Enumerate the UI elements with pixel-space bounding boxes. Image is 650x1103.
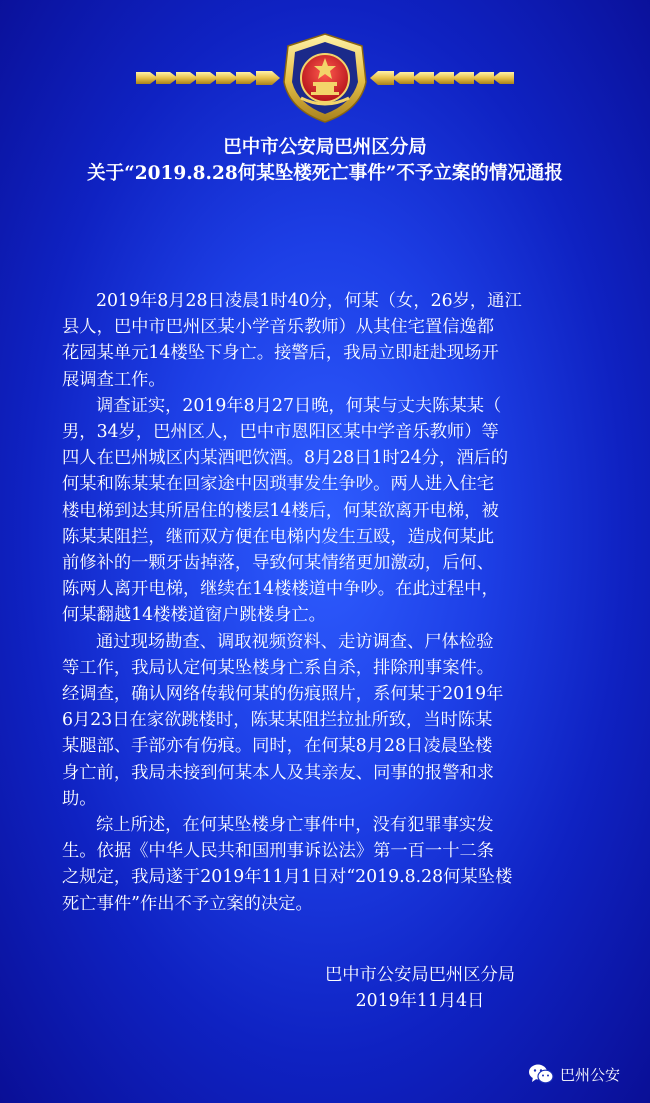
signature-block — [260, 962, 580, 1014]
paragraph-line: 前修补的一颗牙齿掉落，导致何某情绪更加激动，后何、 — [62, 553, 495, 574]
paragraph-line: 展调查工作。 — [62, 369, 166, 390]
paragraph-line: 花园某单元14楼坠下身亡。接警后，我局立即赶赴现场开 — [62, 343, 499, 364]
signature-date: 2019年11月4日 — [355, 991, 485, 1011]
paragraph-line: 陈某某阻拦，继而双方便在电梯内发生互殴，造成何某此 — [62, 526, 495, 547]
paragraph-line: 何某和陈某某在回家途中因琐事发生争吵。两人进入住宅 — [62, 474, 495, 495]
wechat-icon — [528, 1063, 554, 1085]
paragraph-line: 2019年8月28日凌晨1时40分，何某（女，26岁，通江 — [96, 291, 522, 311]
paragraph-line: 死亡事件”作出不予立案的决定。 — [62, 893, 313, 914]
paragraph-line: 某腿部、手部亦有伤痕。同时，在何某8月28日凌晨坠楼 — [62, 736, 493, 757]
paragraph-line: 生。依据《中华人民共和国刑事诉讼法》第一百一十二条 — [62, 841, 495, 862]
account-watermark — [528, 1060, 620, 1088]
paragraph-1 — [62, 288, 600, 393]
police-emblem-icon — [284, 34, 366, 122]
signature-org: 巴中市公安局巴州区分局 — [324, 965, 516, 985]
paragraph-line: 男，34岁，巴州区人，巴中市恩阳区某中学音乐教师）等 — [62, 422, 499, 443]
paragraph-line: 等工作，我局认定何某坠楼身亡系自杀，排除刑事案件。 — [62, 657, 495, 678]
paragraph-4 — [62, 812, 600, 917]
paragraph-3 — [62, 629, 600, 812]
paragraph-line: 经调查，确认网络传载何某的伤痕照片，系何某于2019年 — [62, 684, 504, 705]
title-line-1: 巴中市公安局巴州区分局 — [223, 137, 427, 158]
paragraph-line: 县人，巴中市巴州区某小学音乐教师）从其住宅置信逸都 — [62, 317, 495, 338]
title-line-2: 关于“2019.8.28何某坠楼死亡事件”不予立案的情况通报 — [87, 163, 563, 184]
paragraph-line: 四人在巴州城区内某酒吧饮酒。8月28日1时24分，酒后的 — [62, 448, 509, 469]
paragraph-line: 陈两人离开电梯，继续在14楼楼道中争吵。在此过程中， — [62, 579, 499, 600]
header-emblem-row — [0, 28, 650, 128]
paragraph-line: 之规定，我局遂于2019年11月1日对“2019.8.28何某坠楼 — [62, 867, 513, 888]
paragraph-line: 综上所述，在何某坠楼身亡事件中，没有犯罪事实发 — [96, 815, 494, 836]
paragraph-line: 身亡前，我局未接到何某本人及其亲友、同事的报警和求 — [62, 762, 495, 783]
paragraph-line: 调查证实，2019年8月27日晚，何某与丈夫陈某某（ — [96, 395, 502, 416]
notice-body — [62, 288, 600, 917]
paragraph-line: 楼电梯到达其所居住的楼层14楼后，何某欲离开电梯，被 — [62, 500, 499, 521]
title-block — [0, 135, 650, 187]
paragraph-line: 助。 — [62, 788, 97, 809]
right-wing-icon — [370, 71, 514, 85]
paragraph-line: 何某翻越14楼楼道窗户跳楼身亡。 — [62, 605, 326, 626]
paragraph-line: 6月23日在家欲跳楼时，陈某某阻拦拉扯所致，当时陈某 — [62, 710, 493, 731]
emblem-graphic — [0, 28, 650, 128]
paragraph-line: 通过现场勘查、调取视频资料、走访调查、尸体检验 — [96, 631, 494, 652]
watermark-label: 巴州公安 — [560, 1065, 621, 1084]
paragraph-2 — [62, 393, 600, 629]
left-wing-icon — [136, 71, 280, 85]
